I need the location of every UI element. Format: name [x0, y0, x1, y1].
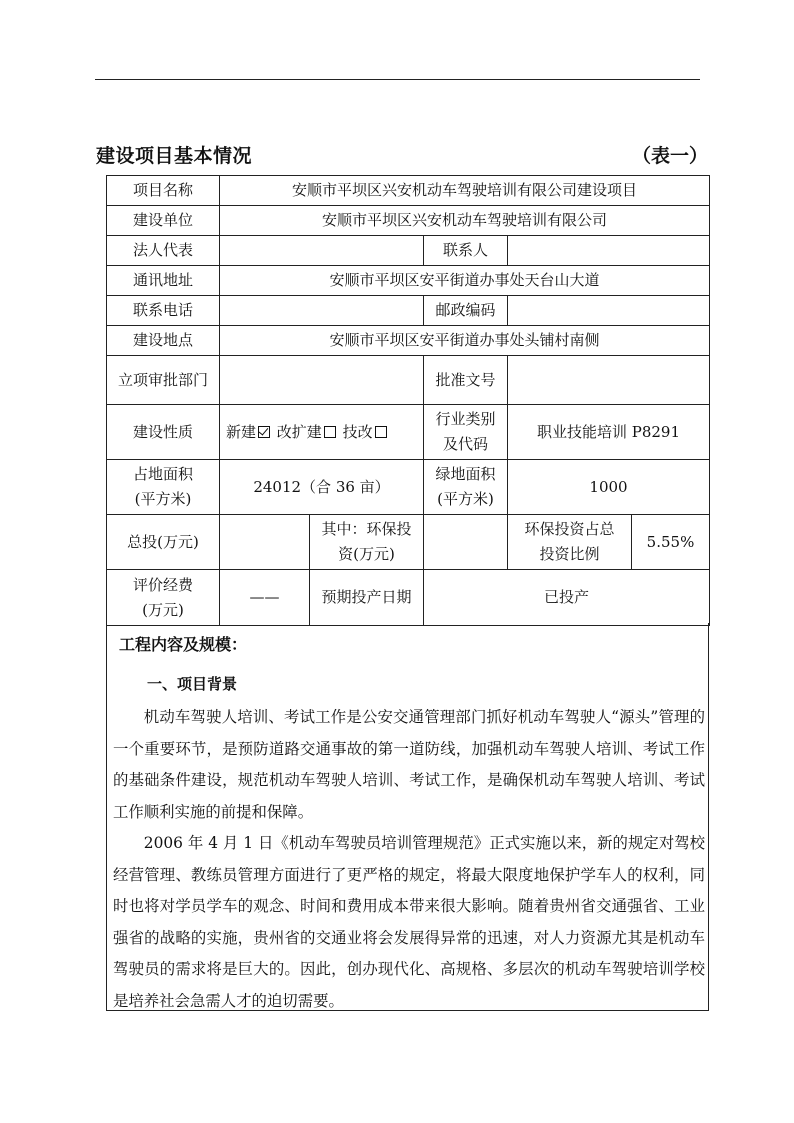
form-heading — [96, 141, 708, 169]
phone-label: 联系电话 — [107, 296, 220, 326]
row-site — [107, 326, 710, 356]
env-invest-value — [424, 515, 508, 570]
row-eval — [107, 570, 710, 626]
nature-new-label: 新建 — [226, 422, 257, 441]
industry-value: 职业技能培训 P8291 — [508, 405, 710, 460]
industry-label-line1: 行业类别 — [435, 410, 496, 428]
paragraph-background-1: 机动车驾驶人培训、考试工作是公安交通管理部门抓好机动车驾驶人“源头”管理的一个重要环节，是预防道路交通事故的第一道防线，加强机动车驾驶人培训、考试工作的基础条件建设，规范机动车驾驶人培训、考试工作，是确保机动车驾驶人培训、考试工作顺利实施的前提和保障。 — [113, 708, 705, 821]
op-date-label: 预期投产日期 — [310, 570, 424, 626]
eval-fee-label — [107, 570, 220, 626]
env-invest-label — [310, 515, 424, 570]
approval-dept-label: 立项审批部门 — [107, 356, 220, 405]
approval-dept-value — [220, 356, 424, 405]
env-invest-label-line1: 其中：环保投 — [321, 520, 412, 538]
row-invest — [107, 515, 710, 570]
green-value: 1000 — [508, 460, 710, 515]
green-label-line2: (平方米) — [437, 490, 494, 508]
nature-expand-label: 改扩建 — [276, 422, 322, 441]
section-title: 工程内容及规模： — [119, 635, 248, 654]
env-ratio-label-line2: 投资比例 — [539, 545, 600, 563]
phone-value — [220, 296, 424, 326]
invest-value — [220, 515, 310, 570]
legal-rep-value — [220, 236, 424, 266]
nature-new-checkbox[interactable] — [258, 426, 270, 438]
table-number: （表一） — [631, 145, 708, 167]
green-label-line1: 绿地面积 — [435, 465, 496, 483]
paragraph-background-2: 2006 年 4 月 1 日《机动车驾驶员培训管理规范》正式实施以来，新的规定对驾校经营管理、教练员管理方面进行了更严格的规定，将最大限度地保护学车人的权利，同时也将对学员学车的观念、时间和费用成本带来很大影响。随着贵州省交通强省、工业强省的战略的实施，贵州省的交通业将会发展得异常的迅速，对人力资源尤其是机动车驾驶员的需求将是巨大的。因此，创办现代化、高规格、多层次的机动车驾驶培训学校是培养社会急需人才的迫切需要。 — [113, 834, 705, 1010]
address-label: 通讯地址 — [107, 266, 220, 296]
nature-label: 建设性质 — [107, 405, 220, 460]
industry-label-line2: 及代码 — [442, 435, 488, 453]
nature-tech-label: 技改 — [342, 422, 373, 441]
eval-fee-value: —— — [220, 570, 310, 626]
row-area — [107, 460, 710, 515]
row-builder — [107, 206, 710, 236]
project-info-table — [106, 175, 710, 626]
env-invest-label-line2: 资(万元) — [338, 545, 395, 563]
address-value: 安顺市平坝区安平街道办事处天台山大道 — [220, 266, 710, 296]
green-label — [424, 460, 508, 515]
postcode-value — [508, 296, 710, 326]
row-nature — [107, 405, 710, 460]
row-project-name — [107, 176, 710, 206]
row-approval — [107, 356, 710, 405]
area-label-line1: 占地面积 — [132, 465, 193, 483]
site-label: 建设地点 — [107, 326, 220, 356]
form-title: 建设项目基本情况 — [96, 145, 253, 167]
postcode-label: 邮政编码 — [424, 296, 508, 326]
area-value: 24012（合 36 亩） — [220, 460, 424, 515]
env-ratio-label-line1: 环保投资占总 — [524, 520, 615, 538]
nature-options — [220, 405, 424, 460]
site-value: 安顺市平坝区安平街道办事处头铺村南侧 — [220, 326, 710, 356]
approval-no-value — [508, 356, 710, 405]
row-phone — [107, 296, 710, 326]
area-label — [107, 460, 220, 515]
subsection-title: 一、项目背景 — [147, 675, 238, 693]
invest-label: 总投(万元) — [107, 515, 220, 570]
industry-label — [424, 405, 508, 460]
nature-tech-checkbox[interactable] — [375, 426, 387, 438]
row-address — [107, 266, 710, 296]
project-name-value: 安顺市平坝区兴安机动车驾驶培训有限公司建设项目 — [220, 176, 710, 206]
eval-fee-label-line2: (万元) — [142, 600, 184, 619]
area-label-line2: (平方米) — [134, 490, 192, 508]
eval-fee-label-line1: 评价经费 — [132, 575, 193, 594]
builder-label: 建设单位 — [107, 206, 220, 236]
env-ratio-label — [508, 515, 632, 570]
contact-label: 联系人 — [424, 236, 508, 266]
project-name-label: 项目名称 — [107, 176, 220, 206]
contact-value — [508, 236, 710, 266]
nature-expand-checkbox[interactable] — [324, 426, 336, 438]
project-content-box — [106, 623, 709, 1011]
builder-value: 安顺市平坝区兴安机动车驾驶培训有限公司 — [220, 206, 710, 236]
legal-rep-label: 法人代表 — [107, 236, 220, 266]
op-date-value: 已投产 — [424, 570, 710, 626]
header-rule — [95, 79, 700, 80]
approval-no-label: 批准文号 — [424, 356, 508, 405]
env-ratio-value: 5.55% — [632, 515, 710, 570]
row-legal-rep — [107, 236, 710, 266]
